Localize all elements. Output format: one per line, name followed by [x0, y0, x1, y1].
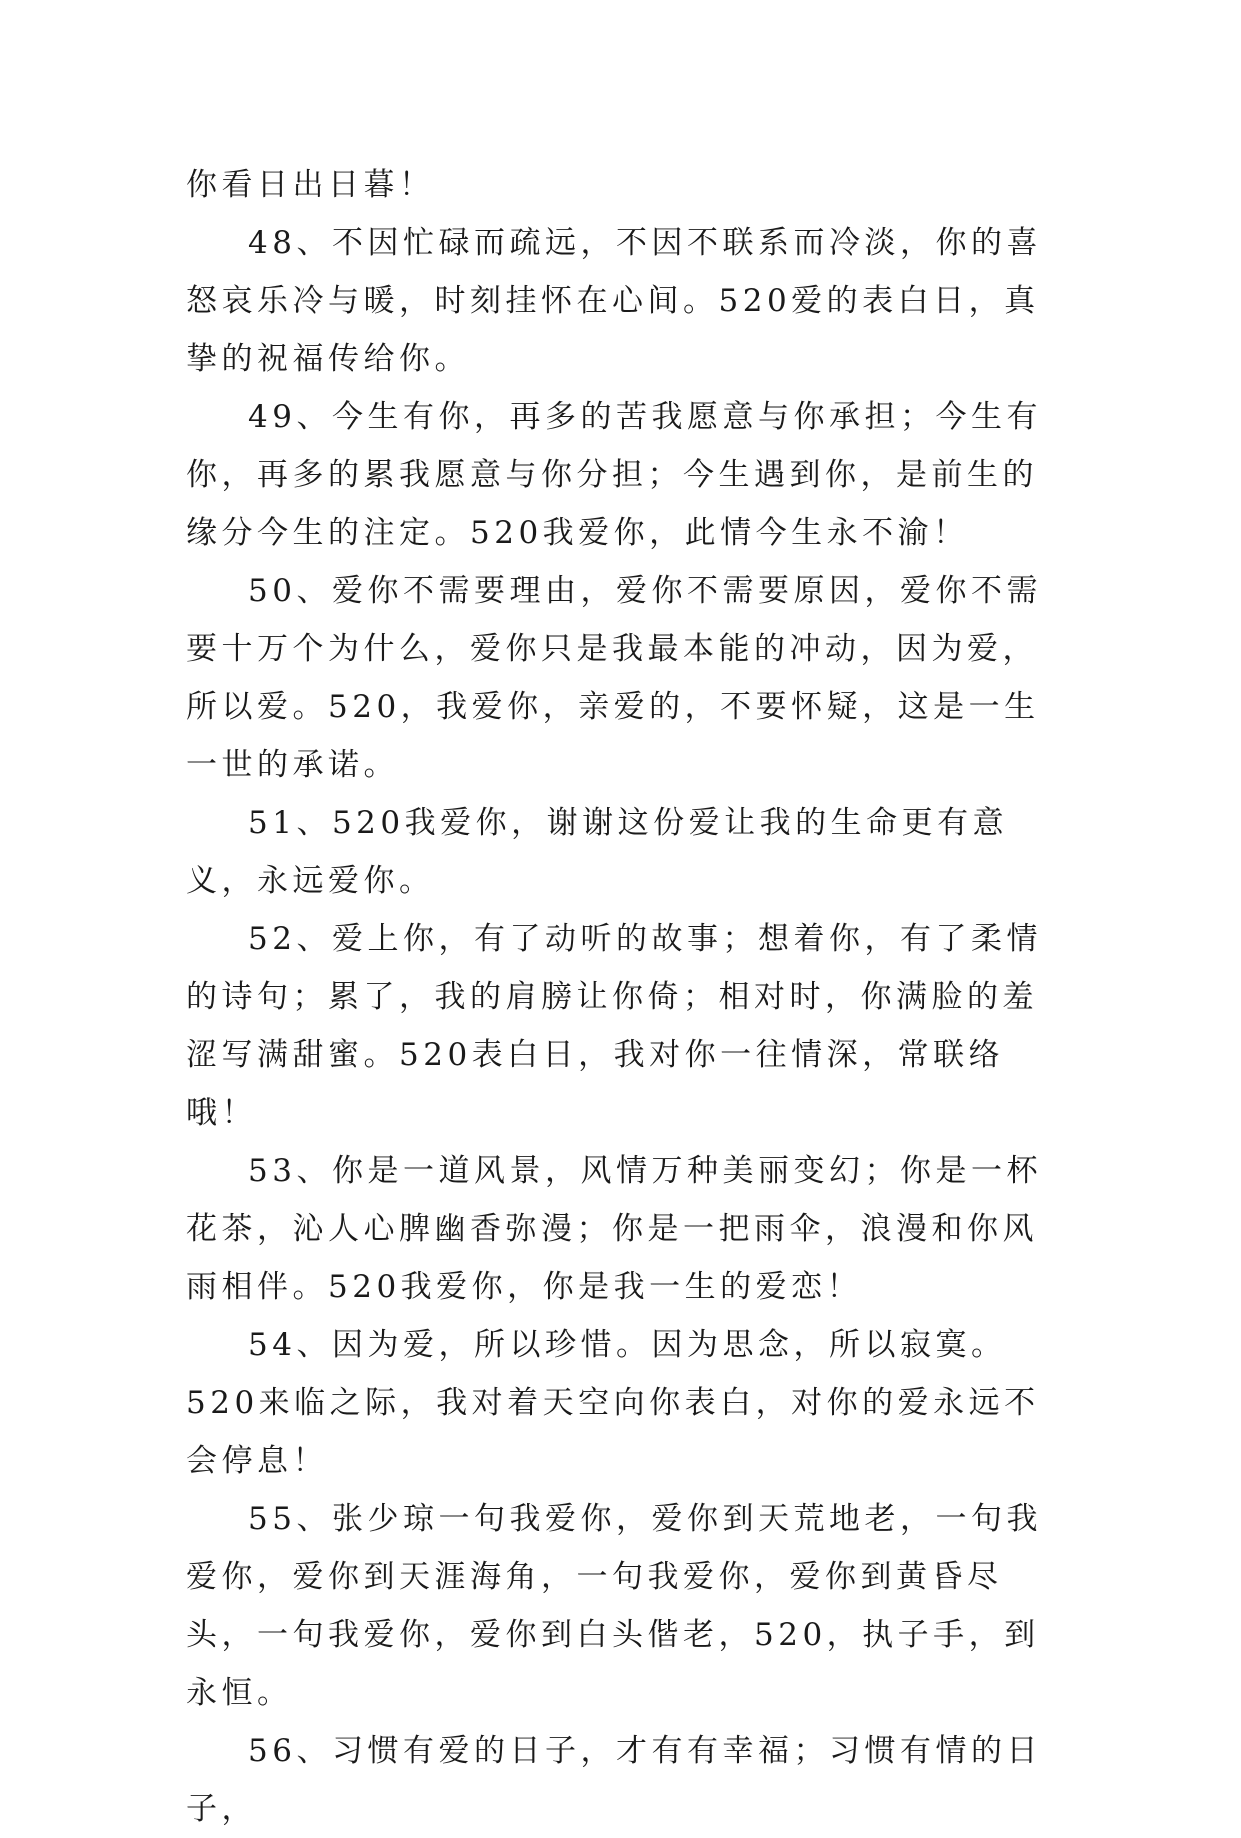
document-body	[186, 156, 1066, 1838]
paragraph-52: 52、爱上你，有了动听的故事；想着你，有了柔情的诗句；累了，我的肩膀让你倚；相对时，你满脸的羞涩写满甜蜜。520表白日，我对你一往情深，常联络哦！	[186, 921, 1042, 1131]
paragraph-55: 55、张少琼一句我爱你，爱你到天荒地老，一句我爱你，爱你到天涯海角，一句我爱你，爱你到黄昏尽头，一句我爱你，爱你到白头偕老，520，执子手，到永恒。	[186, 1501, 1042, 1711]
paragraph-56: 56、习惯有爱的日子，才有有幸福；习惯有情的日子，	[186, 1733, 1042, 1827]
paragraph-continuation: 你看日出日暮！	[186, 167, 435, 203]
paragraph-54: 54、因为爱，所以珍惜。因为思念，所以寂寞。520来临之际，我对着天空向你表白，对你的爱永远不会停息！	[186, 1327, 1040, 1479]
paragraph-48: 48、不因忙碌而疏远，不因不联系而冷淡，你的喜怒哀乐冷与暖，时刻挂怀在心间。520爱的表白日，真挚的祝福传给你。	[186, 225, 1042, 377]
paragraph-53: 53、你是一道风景，风情万种美丽变幻；你是一杯花茶，沁人心脾幽香弥漫；你是一把雨伞，浪漫和你风雨相伴。520我爱你，你是我一生的爱恋！	[186, 1153, 1042, 1305]
paragraph-50: 50、爱你不需要理由，爱你不需要原因，爱你不需要十万个为什么，爱你只是我最本能的冲动，因为爱，所以爱。520，我爱你，亲爱的，不要怀疑，这是一生一世的承诺。	[186, 573, 1042, 783]
paragraph-49: 49、今生有你，再多的苦我愿意与你承担；今生有你，再多的累我愿意与你分担；今生遇到你，是前生的缘分今生的注定。520我爱你，此情今生永不渝！	[186, 399, 1042, 551]
paragraph-51: 51、520我爱你，谢谢这份爱让我的生命更有意义，永远爱你。	[186, 805, 1009, 899]
